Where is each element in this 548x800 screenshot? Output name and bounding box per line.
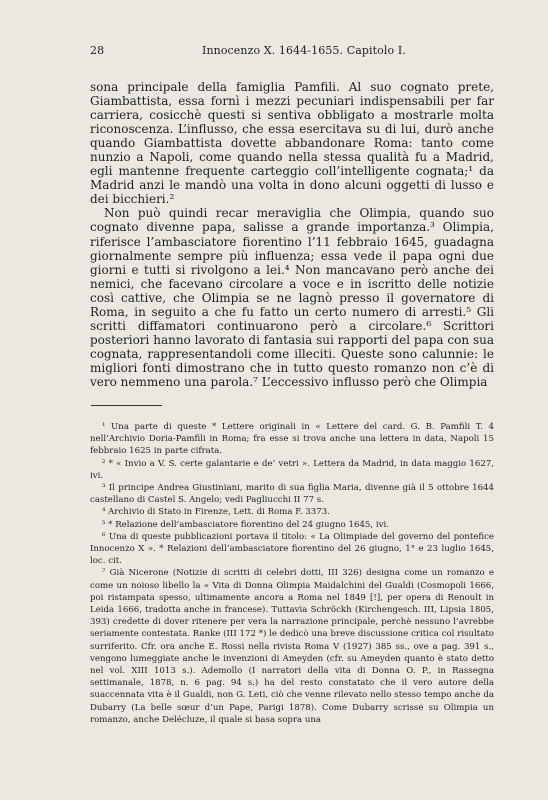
footnote: ⁴ Archivio di Stato in Firenze, Lett. di Roma F. 3373.	[102, 507, 330, 518]
body-paragraph: sona principale della famiglia Pamfili. Al suo cognato prete, Giambattista, essa fornì i mezzi pecuniari indispensabili per far carriera, cosicchè questi si sentiva obbligato a mostrarle molta riconoscenza. L’influsso, che essa esercitava su di lui, durò anche quando Giambattista dovette abbandonare Roma: tanto come nunzio a Napoli, come quando nella stessa qualità fu a Madrid, egli mantenne frequente carteggio coll’intelligente cognata;¹ da Madrid anzi le mandò una volta in dono alcuni oggetti di lusso e dei bicchieri.²	[90, 80, 494, 207]
footnote: ⁶ Una di queste pubblicazioni portava il titolo: « La Olimpiade del governo del pontefice Innocenzo X ». * Relazioni dell’ambasciatore fiorentino del 26 giugno, 1° e 23 luglio 1645, loc. cit.	[90, 531, 494, 567]
footnote: ⁷ Già Nicerone (Notizie di scritti di celebri dotti, III 326) designa come un romanzo e come un noioso libello la « Vita di Donna Olimpia Maidalchini del Gualdi (Cosmopoli 1666, poi ristampata spesso, ultimamente ancora a Roma nel 1849 [!], per opera di Renoult in Leida 1666, tradotta anche in francese). Tuttavia Schröckh (Kirchengesch. III, Lipsia 1805, 393) credette di dover ritenere per vera la narrazione principale, perchè nessuno l’avrebbe seriamente contestata. Ranke (III 172 *) le dedicò una breve discussione critica col risultato surriferito. Cfr. ora anche E. Rossi nella rivista Roma V (1927) 385 ss., ove a pag. 391 s., vengono lumeggiate anche le invenzioni di Ameyden (cfr. su Ameyden quanto è stato detto nel vol. XIII 1013 s.). Ademollo (I narratori della vita di Donna O. P., in Rassegna settimanale, 1878, n. 6 pag. 94 s.) ha del resto constatato che il vero autore della suaccennata vita è il Gualdi, non G. Leti, ciò che venne rilevato nello stesso tempo anche da Dubarry (La belle sœur d’un Pape, Parigi 1878). Come Dubarry scrisse su Olimpia un romanzo, anche Delécluze, il quale si basa sopra una	[90, 568, 494, 725]
footnotes	[90, 421, 494, 726]
main-text	[90, 80, 494, 389]
running-header	[90, 44, 498, 58]
footnote-divider	[91, 405, 162, 406]
footnote: ¹ Una parte di queste * Lettere originali in « Lettere del card. G. B. Pamfili T. 4 nell’Archivio Doria-Pamfili in Roma; fra esse si trova anche una lettera in data, Napoli 15 febbraio 1625 in parte cifrata.	[90, 422, 494, 457]
footnote: ⁵ * Relazione dell’ambasciatore fiorentino del 24 giugno 1645, ivi.	[102, 519, 389, 530]
footnote: ³ Il principe Andrea Giustiniani, marito di sua figlia Maria, divenne già il 5 ottobre 1644 castellano di Castel S. Angelo; vedi Pagliucchi II 77 s.	[90, 483, 494, 506]
running-title: Innocenzo X. 1644-1655. Capitolo I.	[202, 44, 406, 57]
footnote: ² * « Invio a V. S. certe galantarie e de’ vetri ». Lettera da Madrid, in data maggio 1627, ivi.	[90, 458, 494, 481]
page-number: 28	[90, 44, 105, 57]
body-paragraph: Non può quindi recar meraviglia che Olimpia, quando suo cognato divenne papa, salisse a grande importanza.³ Olimpia, riferisce l’ambasciatore fiorentino l’11 febbraio 1645, guadagna giornalmente sempre più influenza; essa vede il papa ogni due giorni e tutti si rivolgono a lei.⁴ Non mancavano però anche dei nemici, che facevano circolare a voce e in iscritto delle notizie così cattive, che Olimpia se ne lagnò presso il governatore di Roma, in seguito a che fu fatto un certo numero di arresti.⁵ Gli scritti diffamatori continuarono però a circolare.⁶ Scrittori posteriori hanno lavorato di fantasia sui rapporti del papa con sua cognata, rappresentandoli come illeciti. Queste sono calunnie: le migliori fonti dimostrano che in tutto questo romanzo non c’è di vero nemmeno una parola.⁷ L’eccessivo influsso però che Olimpia	[90, 206, 494, 389]
